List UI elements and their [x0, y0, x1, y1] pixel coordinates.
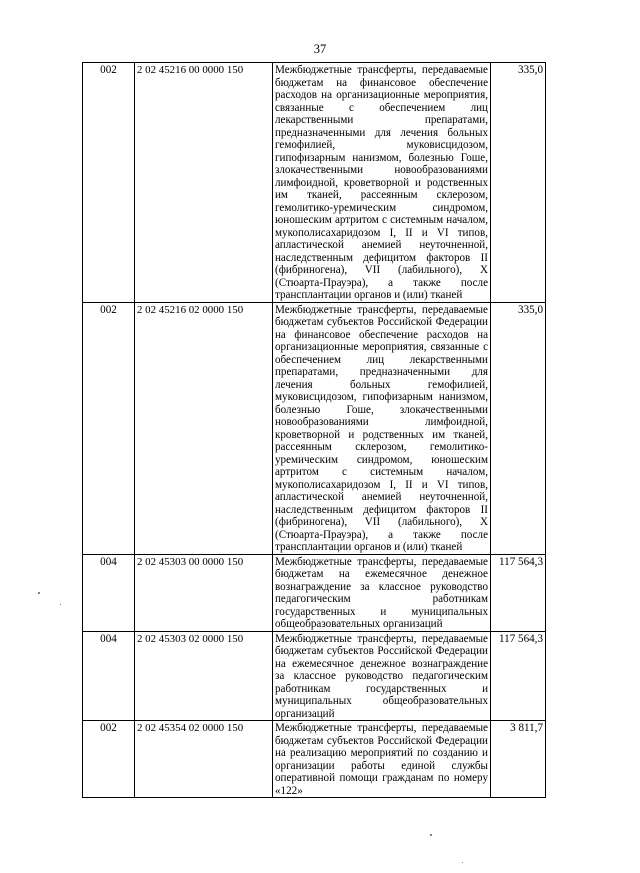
- budget-code-cell: 2 02 45303 00 0000 150: [135, 554, 273, 631]
- scan-speck: [462, 862, 463, 863]
- admin-code-cell: 004: [83, 554, 135, 631]
- admin-code-cell: 002: [83, 63, 135, 303]
- scan-speck: [430, 834, 432, 836]
- table-row: [83, 721, 546, 798]
- table-row: [83, 631, 546, 721]
- budget-table: [82, 62, 546, 798]
- page-number: 37: [313, 42, 327, 56]
- admin-code-cell: 002: [83, 721, 135, 798]
- budget-code-cell: 2 02 45303 02 0000 150: [135, 631, 273, 721]
- admin-code-cell: 002: [83, 302, 135, 554]
- budget-code-cell: 2 02 45216 02 0000 150: [135, 302, 273, 554]
- scan-speck: [38, 592, 40, 594]
- income-name-cell: Межбюджетные трансферты, передаваемые бюджетам на ежемесячное денежное вознаграждение за классное руководство педагогическим работникам государственных и муниципальных общеобразовательных организаций: [273, 554, 491, 631]
- income-name-cell: Межбюджетные трансферты, передаваемые бюджетам на финансовое обеспечение расходов на организационные мероприятия, связанные с обеспечением лиц лекарственными препаратами, предназначенными для лечения больных гемофилией, муковисцидозом, гипофизарным нанизмом, болезнью Гоше, злокачественными новообразованиями лимфоидной, кроветворной и родственных им тканей, рассеянным склерозом, гемолитико-уремическим синдромом, юношеским артритом с системным началом, мукополисахаридозом I, II и VI типов, апластической анемией неуточненной, наследственным дефицитом факторов II (фибриногена), VII (лабильного), X (Стюарта-Прауэра), а также после трансплантации органов и (или) тканей: [273, 63, 491, 303]
- amount-cell: 117 564,3: [491, 631, 546, 721]
- admin-code-cell: 004: [83, 631, 135, 721]
- amount-cell: 117 564,3: [491, 554, 546, 631]
- table-row: [83, 554, 546, 631]
- amount-cell: 335,0: [491, 302, 546, 554]
- income-name-cell: Межбюджетные трансферты, передаваемые бюджетам субъектов Российской Федерации на финансовое обеспечение расходов на организационные мероприятия, связанные с обеспечением лиц лекарственными препаратами, предназначенными для лечения больных гемофилией, муковисцидозом, гипофизарным нанизмом, болезнью Гоше, злокачественными новообразованиями лимфоидной, кроветворной и родственных им тканей, рассеянным склерозом, гемолитико-уремическим синдромом, юношеским артритом с системным началом, мукополисахаридозом I, II и VI типов, апластической анемией неуточненной, наследственным дефицитом факторов II (фибриногена), VII (лабильного), X (Стюарта-Прауэра), а также после трансплантации органов и (или) тканей: [273, 302, 491, 554]
- table-row: [83, 302, 546, 554]
- amount-cell: 3 811,7: [491, 721, 546, 798]
- table-row: [83, 63, 546, 303]
- income-name-cell: Межбюджетные трансферты, передаваемые бюджетам субъектов Российской Федерации на ежемесячное денежное вознаграждение за классное руководство педагогическим работникам государственных и муниципальных общеобразовательных организаций: [273, 631, 491, 721]
- income-name-cell: Межбюджетные трансферты, передаваемые бюджетам субъектов Российской Федерации на реализацию мероприятий по созданию и организации работы единой службы оперативной помощи гражданам по номеру «122»: [273, 721, 491, 798]
- budget-code-cell: 2 02 45354 02 0000 150: [135, 721, 273, 798]
- amount-cell: 335,0: [491, 63, 546, 303]
- scan-speck: [60, 604, 61, 605]
- budget-code-cell: 2 02 45216 00 0000 150: [135, 63, 273, 303]
